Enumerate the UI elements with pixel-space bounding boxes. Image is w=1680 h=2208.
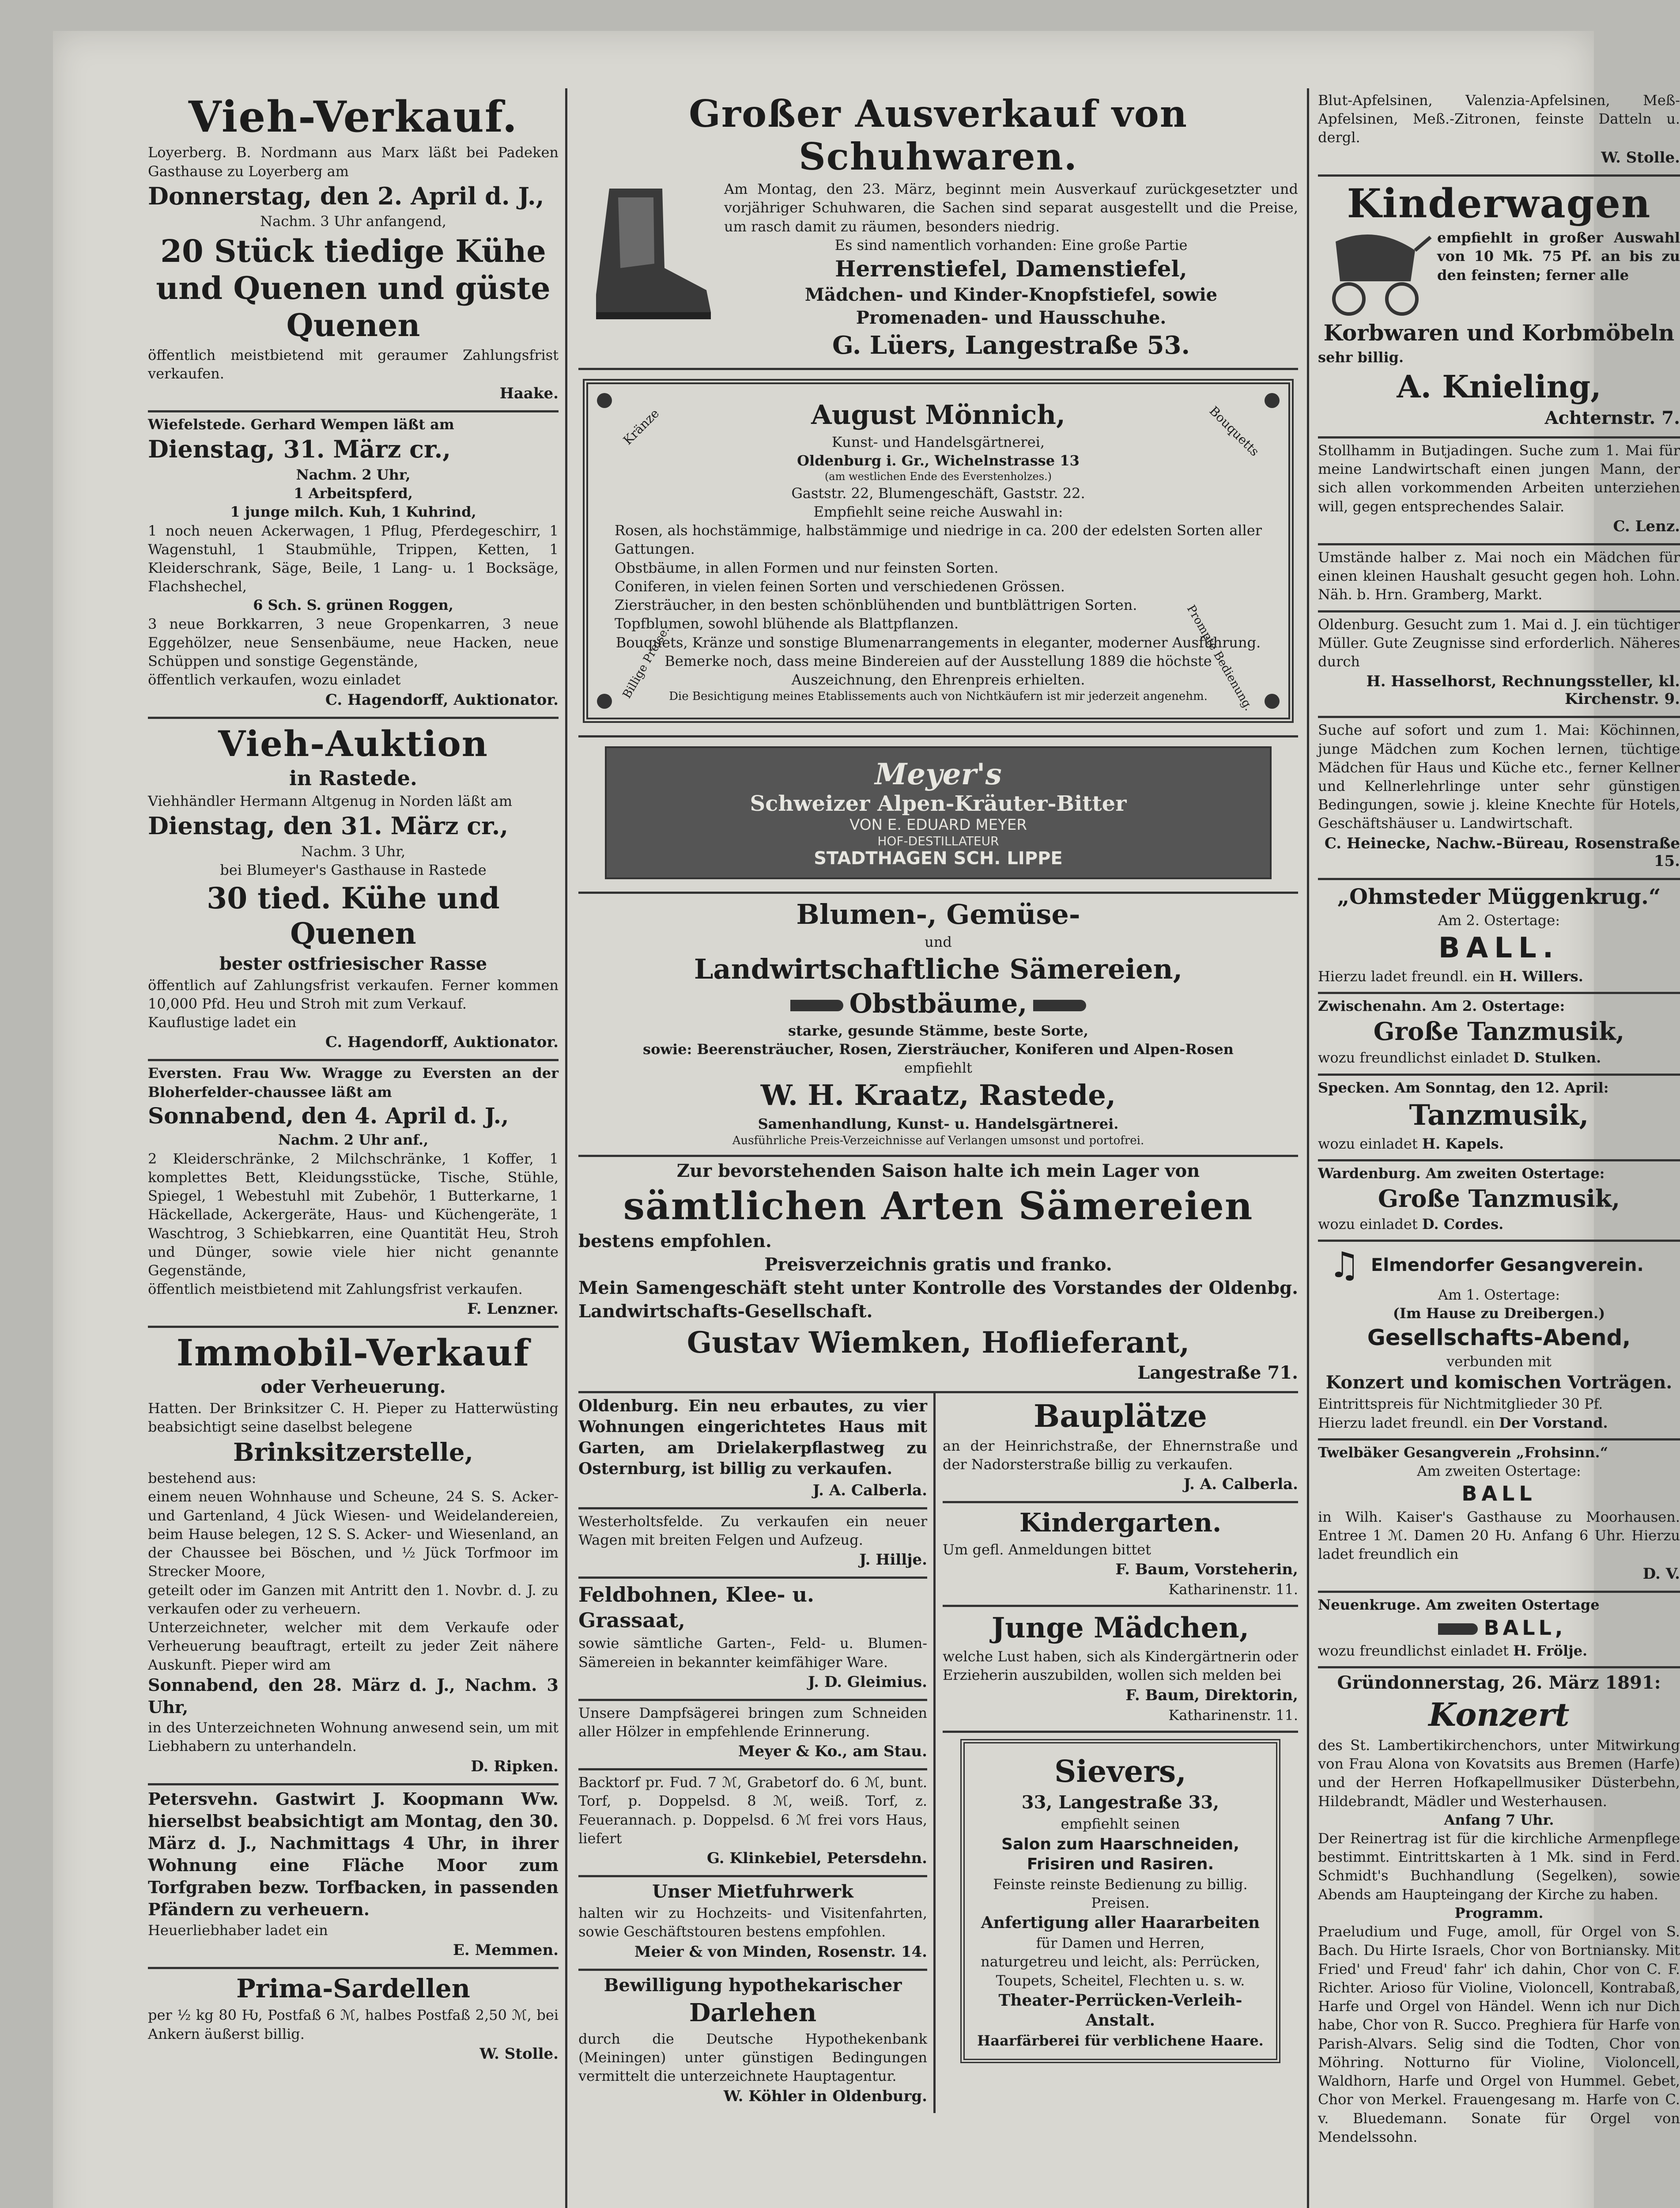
ad-text: Theater-Perrücken-Verleih-Anstalt.	[998, 1991, 1242, 2030]
ad-signature: C. Lenz.	[1613, 517, 1680, 535]
ad-signature: J. Hillje.	[859, 1551, 927, 1569]
ad-signature: C. Heinecke, Nachw.-Büreau, Rosenstraße 15.	[1324, 834, 1680, 870]
banner-line: VON E. EDUARD MEYER	[849, 816, 1027, 834]
ad-text: Wardenburg. Am zweiten Ostertage:	[1318, 1164, 1605, 1182]
ad-signature: J. A. Calberla.	[812, 1481, 927, 1499]
ad-title: Bewilligung hypothekarischer	[604, 1974, 902, 1996]
ad-title: Kindergarten.	[1019, 1508, 1222, 1538]
ad-text: Zur bevorstehenden Saison halte ich mein Lager von	[676, 1160, 1200, 1181]
ad-text: Wiefelstede. Gerhard Wempen läßt am	[148, 416, 454, 433]
ad-date: Sonnabend, den 4. April d. J.,	[148, 1102, 509, 1129]
ad-signature: Haake.	[499, 385, 559, 403]
ad-elmendorfer	[1318, 1242, 1680, 1440]
ad-text: bestens empfohlen.	[578, 1231, 772, 1252]
ad-signature: G. Klinkebiel, Petersdehn.	[706, 1849, 927, 1868]
ad-twelbaeker	[1318, 1440, 1680, 1593]
corner-label: Bouquetts	[1206, 403, 1262, 459]
ad-text: Der Reinertrag ist für die kirchliche Armenpflege bestimmt. Eintrittskarten à 1 Mk. sind in Ferd. Schmidt's Buchhandlung (Segelken), sowie Abends am Haupteingang der Kirche zu haben.	[1318, 1830, 1680, 1903]
corner-label: Billige Preise.	[620, 624, 672, 701]
ad-text: empfiehlt seinen	[1061, 1815, 1180, 1833]
ad-signature: C. Hagendorff, Auktionator.	[325, 691, 559, 709]
ad-text: öffentlich meistbietend mit geraumer Zahlungsfrist verkaufen.	[148, 346, 559, 382]
ad-title: August Mönnich,	[811, 399, 1065, 431]
ad-address: 33, Langestraße 33,	[1021, 1792, 1219, 1813]
ad-signature: W. H. Kraatz, Rastede,	[760, 1079, 1116, 1112]
ad-kinderwagen	[1318, 177, 1680, 439]
ad-signature: J. D. Gleimius.	[808, 1673, 927, 1691]
ad-headline: Tanzmusik,	[1409, 1098, 1589, 1132]
ad-time: Nachm. 3 Uhr anfangend,	[260, 213, 446, 230]
ad-sievers	[960, 1739, 1280, 2063]
ad-signature: D. Cordes.	[1422, 1215, 1504, 1233]
ad-headline: Brinksitzerstelle,	[233, 1438, 473, 1467]
ad-text: an der Heinrichstraße, der Ehnernstraße und der Nadorsterstraße billig zu verkaufen.	[943, 1437, 1298, 1473]
ad-text: des St. Lambertikirchenchors, unter Mitwirkung von Frau Alona von Kovatsits aus Bremen (Harfe) und der Herren Hofkapellmusiker Düsterbehn, Hildebrandt, Mädler und Westerhausen.	[1318, 1736, 1680, 1810]
ad-text: Suche auf sofort und zum 1. Mai: Köchinnen, junge Mädchen zum Kochen lernen, tüchtige Mädchen für Haus und Küche etc., ferner Kellner und Kellnerlehrlinge unter sehr günstigen Bedingungen, sowie j. kleine Knechte für Hotels, Geschäftshäuser u. Landwirtschaft.	[1318, 722, 1680, 832]
ad-signature: W. Köhler in Oldenburg.	[723, 2087, 927, 2105]
ad-heinecke	[1318, 718, 1680, 880]
ad-text: Es sind namentlich vorhanden: Eine große Partie	[834, 236, 1188, 253]
pram-illustration	[1318, 228, 1437, 318]
ad-text: Petersvehn. Gastwirt J. Koopmann Ww. hierselbst beabsichtigt am Montag, den 30. März d. J., Nachmittags 4 Uhr, in ihrer Wohnung eine Fläche Moor zum Torfgraben bezw. Torfbacken, in passenden Pfändern zu verheuern.	[148, 1788, 559, 1920]
ornament-dot	[597, 393, 612, 408]
ad-subtitle: Am 2. Ostertage:	[1438, 911, 1560, 929]
ad-text: Anfertigung aller Haararbeiten	[981, 1913, 1260, 1932]
newspaper-page	[53, 31, 1680, 2208]
ornament-dot	[1265, 393, 1280, 408]
ad-text: Unterzeichneter, welcher mit dem Verkaufe oder Verheuerung beauftragt, erteilt zu jeder Zeit nähere Auskunft. Pieper wird am	[148, 1619, 559, 1673]
ad-signature: D. Ripken.	[471, 1757, 559, 1775]
ad-subtitle: in Rastede.	[289, 766, 417, 790]
ad-text: geteilt oder im Ganzen mit Antritt den 1. Novbr. d. J. zu verkaufen oder zu verheuern.	[148, 1581, 559, 1617]
column-1	[148, 88, 559, 2071]
ad-title: Vieh-Verkauf.	[188, 92, 518, 142]
ad-text: Heuerliebhaber ladet ein	[148, 1921, 328, 1939]
ad-text: Bemerke noch, dass meine Bindereien auf der Ausstellung 1889 die höchste Auszeichnung, den Ehrenpreis erhielten.	[664, 652, 1212, 688]
ad-headline: Gesellschafts-Abend,	[1367, 1324, 1631, 1350]
ad-date: Dienstag, den 31. März cr.,	[148, 812, 509, 840]
ad-title: Unser Mietfuhrwerk	[652, 1881, 853, 1902]
ad-subtitle: bester ostfriesischer Rasse	[219, 953, 487, 974]
ad-headline: Große Tanzmusik,	[1373, 1017, 1625, 1047]
ad-westerholtsfelde	[578, 1509, 927, 1579]
ad-date: Donnerstag, den 2. April d. J.,	[148, 181, 544, 210]
ad-subtitle: oder Verheuerung.	[260, 1376, 446, 1397]
ad-feldbohnen	[578, 1579, 927, 1701]
ad-umstaende	[1318, 545, 1680, 612]
ad-signature: W. Stolle.	[1601, 148, 1680, 166]
ad-title: Bauplätze	[1034, 1397, 1207, 1434]
ad-headline: BALL.	[1438, 931, 1560, 964]
ad-headline: 30 tied. Kühe und Quenen	[207, 881, 500, 951]
ad-text: Coniferen, in vielen feinen Sorten und verschiedenen Grössen.	[615, 578, 1065, 595]
ad-text: Oldenburg. Gesucht zum 1. Mai d. J. ein tüchtiger Müller. Gute Zeugnisse sind erforderlich. Näheres durch	[1318, 616, 1680, 670]
ad-text: Topfblumen, sowohl blühende als Blattpflanzen.	[615, 615, 959, 632]
ad-title: Twelbäker Gesangverein „Frohsinn.“	[1318, 1444, 1608, 1461]
ad-item: Herrenstiefel, Damenstiefel,	[835, 256, 1187, 282]
ad-konzert	[1318, 1668, 1680, 2152]
ad-headline: sämtlichen Arten Sämereien	[623, 1183, 1253, 1229]
pointing-hand-icon	[1033, 1000, 1086, 1011]
ad-text: in Wilh. Kaiser's Gasthause zu Moorhausen. Entree 1 ℳ. Damen 20 Ƕ. Anfang 6 Uhr. Hierzu ladet freundlich ein	[1318, 1508, 1680, 1563]
ad-subtitle: Am 1. Ostertage:	[1438, 1286, 1560, 1304]
ad-headline: Konzert und komischen Vorträgen.	[1325, 1372, 1672, 1393]
bitter-banner	[605, 746, 1272, 879]
ad-signature: F. Baum, Vorsteherin,	[1115, 1561, 1298, 1579]
ad-text: Haarfärberei für verblichene Haare.	[977, 2032, 1264, 2049]
ad-vieh-auktion	[148, 719, 559, 1062]
ad-text: verbunden mit	[1446, 1353, 1552, 1370]
banner-line: STADTHAGEN SCH. LIPPE	[814, 848, 1063, 869]
small-ads-right	[936, 1393, 1298, 2113]
ad-text: Blut-Apfelsinen, Valenzia-Apfelsinen, Meß-Apfelsinen, Meß.-Zitronen, feinste Datteln u. dergl.	[1318, 92, 1680, 146]
ad-text: Hierzu ladet freundl. ein	[1318, 968, 1495, 985]
ad-text: wozu einladet	[1318, 1135, 1418, 1152]
ad-headline: 20 Stück tiedige Kühe und Quenen und güste Quenen	[156, 232, 551, 344]
ad-wiemken	[578, 1157, 1298, 1393]
ad-text: welche Lust haben, sich als Kindergärtnerin oder Erzieherin auszubilden, wollen sich melden bei	[943, 1648, 1298, 1684]
ad-title: Blumen-, Gemüse-	[796, 898, 1080, 930]
ad-text: bestehend aus:	[148, 1470, 257, 1487]
ad-text: sehr billig.	[1318, 348, 1404, 366]
ad-headline: Große Tanzmusik,	[1378, 1184, 1620, 1213]
ad-schuhwaren	[578, 88, 1298, 370]
ornament-dot	[597, 694, 612, 709]
ad-text: Hierzu ladet freundl. ein	[1318, 1414, 1495, 1431]
ad-title: Feldbohnen, Klee- u. Grassaat,	[578, 1583, 815, 1632]
ad-title: Großer Ausverkauf von Schuhwaren.	[689, 92, 1188, 178]
ad-text: und	[925, 934, 952, 951]
ad-signature: H. Kapels.	[1422, 1135, 1504, 1152]
ad-time: Anfang 7 Uhr.	[1444, 1811, 1554, 1828]
ad-address: Katharinenstr. 11.	[1168, 1706, 1298, 1724]
ad-item: 1 junge milch. Kuh, 1 Kuhrind,	[230, 503, 476, 521]
ad-zwischenahn	[1318, 994, 1680, 1076]
ad-subtitle: Programm.	[1454, 1904, 1544, 1921]
ad-text: empfiehlt in großer Auswahl von 10 Mk. 75 Pf. an bis zu den feinsten; ferner alle	[1437, 229, 1680, 284]
ad-signature: Meier & von Minden, Rosenstr. 14.	[634, 1943, 927, 1961]
ad-text: per ½ kg 80 Ƕ, Postfaß 6 ℳ, halbes Postfaß 2,50 ℳ, bei Ankern äußerst billig.	[148, 2007, 559, 2042]
ad-wardenburg	[1318, 1161, 1680, 1242]
ad-signature: F. Baum, Direktorin,	[1125, 1686, 1298, 1704]
ad-text: Westerholtsfelde. Zu verkaufen ein neuer Wagen mit breiten Felgen und Aufzeug.	[578, 1512, 927, 1549]
ad-text: wozu freundlichst einladet	[1318, 1049, 1509, 1066]
corner-label: Kränze	[620, 405, 662, 448]
ad-text: 2 Kleiderschränke, 2 Milchschränke, 1 Koffer, 1 komplettes Bett, Kleidungsstücke, Tische, Stühle, Spiegel, 1 Webestuhl mit Zubehör, 1 Butterkarne, 1 Häckellade, Ackergeräte, Haus- und Küchengeräte, 1 Waschtrog, 3 Schiebkarren, eine Quantität Heu, Stroh und Dünger, sowie viele hier nicht genannte Gegenstände,	[148, 1150, 559, 1279]
banner-line: Meyer's	[875, 756, 1002, 791]
ad-title: Obstbäume,	[849, 988, 1027, 1019]
ad-title: Landwirtschaftliche Sämereien,	[694, 953, 1183, 986]
ad-mueller	[1318, 612, 1680, 718]
ad-text: wozu freundlichst einladet	[1318, 1642, 1509, 1660]
ad-text: 3 neue Borkkarren, 3 neue Gropenkarren, 3 neue Eggehölzer, neue Sensenbäume, neue Hacken, neue Schüppen und sonstige Gegenstände,	[148, 615, 559, 670]
ad-signature: H. Hasselhorst, Rechnungssteller, kl. Kirchenstr. 9.	[1366, 673, 1680, 708]
ad-text: Eversten. Frau Ww. Wragge zu Eversten an der Bloherfelder-chaussee läßt am	[148, 1065, 559, 1100]
ad-signature: W. Stolle.	[479, 2045, 559, 2063]
ad-neuenkruge	[1318, 1593, 1680, 1668]
ad-title: Konzert	[1428, 1696, 1570, 1734]
ad-text: öffentlich auf Zahlungsfrist verkaufen. Ferner kommen 10,000 Pfd. Heu und Stroh mit zum Verkauf.	[148, 976, 559, 1012]
ad-eversten	[148, 1061, 559, 1328]
ad-subtitle: Am zweiten Ostertage:	[1417, 1463, 1581, 1480]
ad-title: Junge Mädchen,	[991, 1611, 1250, 1645]
ad-signature: E. Memmen.	[453, 1941, 559, 1959]
ad-stolle-fruechte	[1318, 88, 1680, 177]
ad-item: 1 Arbeitspferd,	[294, 485, 413, 502]
corner-label: Prompte Bedienung.	[1184, 602, 1256, 713]
ad-text: wozu einladet	[1318, 1215, 1418, 1233]
ad-junge-maedchen	[943, 1607, 1298, 1733]
ad-date: Dienstag, 31. März cr.,	[148, 435, 451, 464]
ad-text: Stollhamm in Butjadingen. Suche zum 1. Mai für meine Landwirtschaft einen jungen Mann, der sich allen vorkommenden Arbeiten unterziehen will, gegen entsprechendes Salair.	[1318, 442, 1680, 515]
ad-signature: H. Willers.	[1499, 968, 1583, 985]
banner-line: Schweizer Alpen-Kräuter-Bitter	[750, 791, 1127, 816]
ad-signature: Meyer & Ko., am Stau.	[738, 1743, 927, 1761]
ad-text: in des Unterzeichneten Wohnung anwesend sein, um mit Liebhabern zu unterhandeln.	[148, 1719, 559, 1755]
ad-signature: J. A. Calberla.	[1183, 1475, 1298, 1493]
ad-text: Umstände halber z. Mai noch ein Mädchen für einen kleinen Haushalt gesucht gegen hoh. Lohn. Näh. b. Hrn. Gramberg, Markt.	[1318, 548, 1680, 603]
ad-text: Kauflustige ladet ein	[148, 1014, 297, 1031]
ad-specken	[1318, 1076, 1680, 1161]
ad-text: Empfiehlt seine reiche Auswahl in:	[813, 503, 1063, 520]
ad-item: Promenaden- und Hausschuhe.	[856, 307, 1167, 328]
boot-illustration	[578, 180, 724, 361]
ad-headline: Darlehen	[689, 1998, 817, 2027]
lyre-emblem-icon: ♫	[1329, 1244, 1360, 1286]
ad-stollhamm	[1318, 439, 1680, 545]
ad-time: Nachm. 2 Uhr anf.,	[278, 1131, 429, 1149]
ad-text: Rosen, als hochstämmige, halbstämmige und niedrige in ca. 200 der edelsten Sorten aller Gattungen.	[615, 522, 1262, 558]
ad-text: Ausführliche Preis-Verzeichnisse auf Verlangen umsonst und portofrei.	[732, 1134, 1144, 1148]
ad-time: Nachm. 3 Uhr,	[301, 843, 406, 860]
ad-text: Loyerberg. B. Nordmann aus Marx läßt bei Padeken Gasthause zu Loyerberg am	[148, 144, 559, 180]
ad-signature: H. Frölje.	[1513, 1642, 1588, 1660]
ad-text: Um gefl. Anmeldungen bittet	[943, 1541, 1151, 1558]
ad-text: sowie sämtliche Garten-, Feld- u. Blumen-Sämereien in bekannter keimfähiger Ware.	[578, 1635, 927, 1671]
ad-title: „Ohmsteder Müggenkrug.“	[1337, 884, 1661, 909]
ornamental-frame	[583, 379, 1294, 723]
ad-signature: C. Hagendorff, Auktionator.	[325, 1033, 559, 1051]
ad-text: halten wir zu Hochzeits- und Visitenfahrten, sowie Geschäftstouren bestens empfohlen.	[578, 1905, 927, 1940]
ad-sardellen	[148, 1969, 559, 2071]
ad-text: öffentlich verkaufen, wozu einladet	[148, 671, 401, 688]
ad-subtitle: (am westlichen Ende des Everstenholzes.)	[824, 470, 1052, 483]
column-3	[1318, 88, 1680, 2152]
ad-backtorf	[578, 1770, 927, 1877]
ad-text: Oldenburg. Ein neu erbautes, zu vier Wohnungen eingerichtetes Haus mit Garten, am Drielakerpflastweg zu Osternburg, ist billig zu verkaufen.	[578, 1396, 927, 1478]
ad-title: Sievers,	[1054, 1754, 1186, 1789]
ad-text: bei Blumeyer's Gasthause in Rastede	[220, 862, 487, 879]
ad-vieh-verkauf	[148, 88, 559, 412]
ad-kraatz	[578, 894, 1298, 1157]
ad-subtitle: Kunst- und Handelsgärtnerei,	[831, 433, 1045, 450]
ad-headline: Salon zum Haarschneiden, Frisiren und Rasiren.	[1001, 1835, 1239, 1873]
ad-title: Kinderwagen	[1347, 180, 1651, 227]
ad-wiefelstede	[148, 412, 559, 719]
ad-ohmsteder	[1318, 880, 1680, 994]
ad-address: Katharinenstr. 11.	[1168, 1581, 1298, 1598]
column-rule	[1307, 88, 1309, 2208]
ad-title: Prima-Sardellen	[236, 1973, 470, 2004]
ad-signature: Der Vorstand.	[1499, 1414, 1608, 1431]
pointing-hand-icon	[790, 1000, 843, 1011]
ad-item: Mädchen- und Kinder-Knopfstiefel, sowie	[804, 284, 1218, 305]
ad-address: Achternstr. 7.	[1544, 407, 1680, 428]
ad-signature: F. Lenzner.	[467, 1300, 559, 1318]
ad-text: öffentlich meistbietend mit Zahlungsfrist verkaufen.	[148, 1281, 523, 1298]
ad-subtitle: (Im Hause zu Dreibergen.)	[1393, 1305, 1605, 1322]
ad-signature: D. Stulken.	[1513, 1049, 1601, 1066]
pointing-hand-icon	[1438, 1623, 1478, 1635]
ad-text: Viehhändler Hermann Altgenug in Norden läßt am	[148, 793, 513, 810]
ad-text: Mein Samengeschäft steht unter Kontrolle des Vorstandes der Oldenbg. Landwirtschafts-Gesellschaft.	[578, 1278, 1298, 1322]
ad-mietfuhrwerk	[578, 1877, 927, 1970]
ad-text: sowie: Beerensträucher, Rosen, Ziersträucher, Koniferen und Alpen-Rosen	[643, 1040, 1234, 1058]
ad-subtitle: Oldenburg i. Gr., Wichelnstrasse 13	[797, 452, 1080, 469]
ad-text: einem neuen Wohnhause und Scheune, 24 S. S. Acker- und Gartenland, 4 Jück Wiesen- und Weidelandereien, beim Hause belegen, 12 S. S. Acker- und Wiesenland, an der Chaussee bei Böschen, und ½ Jück Torfmoor im Strecker Moore,	[148, 1488, 559, 1580]
ad-signature: G. Lüers, Langestraße 53.	[832, 330, 1190, 360]
ad-signature: D. V.	[1642, 1565, 1680, 1583]
ad-bauplaetze	[943, 1393, 1298, 1503]
ad-headline: BALL	[1461, 1482, 1537, 1506]
ad-text: Ziersträucher, in den besten schönblühenden und buntblättrigen Sorten.	[615, 597, 1137, 614]
ad-text: Specken. Am Sonntag, den 12. April:	[1318, 1079, 1609, 1096]
ad-date: Sonnabend, den 28. März d. J., Nachm. 3 Uhr,	[148, 1675, 559, 1717]
ad-subtitle: Gaststr. 22, Blumengeschäft, Gaststr. 22.	[791, 484, 1085, 502]
ad-date: Gründonnerstag, 26. März 1891:	[1337, 1672, 1661, 1694]
ad-text: Am Montag, den 23. März, beginnt mein Ausverkauf zurückgesetzter und vorjähriger Schuhwaren, die Sachen sind separat ausgestellt und die Preise, um rasch damit zu räumen, besonders niedrig.	[724, 181, 1298, 235]
ad-darlehen	[578, 1971, 927, 2113]
ad-oldenburg-haus	[578, 1393, 927, 1509]
ad-petersvehn	[148, 1785, 559, 1969]
ad-signature: Gustav Wiemken, Hoflieferant,	[687, 1325, 1190, 1360]
ad-text: Feinste reinste Bedienung zu billig. Preisen.	[993, 1875, 1248, 1911]
ad-text: Neuenkruge. Am zweiten Ostertage	[1318, 1596, 1600, 1614]
ad-immobil	[148, 1328, 559, 1785]
ad-text: Bouquets, Kränze und sonstige Blumenarrangements in eleganter, moderner Ausführung.	[615, 634, 1261, 651]
ad-text: für Damen und Herren,	[1036, 1935, 1205, 1952]
ad-text: Preisverzeichnis gratis und franko.	[764, 1254, 1112, 1275]
ornament-dot	[1265, 694, 1280, 709]
ad-signature: A. Knieling,	[1397, 368, 1601, 405]
ad-moennich	[578, 370, 1298, 737]
ad-text: Zwischenahn. Am 2. Ostertage:	[1318, 997, 1565, 1014]
ad-text: Hatten. Der Brinksitzer C. H. Pieper zu Hatterwüsting beabsichtigt seine daselbst belegene	[148, 1399, 559, 1435]
ad-text: starke, gesunde Stämme, beste Sorte,	[788, 1022, 1088, 1039]
ad-title: Vieh-Auktion	[218, 722, 488, 764]
ad-address: Langestraße 71.	[1137, 1362, 1298, 1383]
ad-text: Die Besichtigung meines Etablissements auch von Nichtkäufern ist mir jederzeit angenehm.	[669, 690, 1208, 703]
ad-text: Praeludium und Fuge, amoll, für Orgel von S. Bach. Du Hirte Israels, Chor von Bortniansky. Mit Fried' und Freud' fahr' ich dahin, Chor von C. F. Richter. Arioso für Violine, Violoncell, Kontrabaß, Harfe und Orgel von Händel. Wenn ich nur Dich habe, Chor von R. Succo. Preghiera für Harfe von Parish-Alvars. Selig sind die Todten, Chor von Möhring. Notturno für Violine, Violoncell, Waldhorn, Harfe und Orgel von Hummel. Gebet, Chor von Merkel. Frauengesang m. Harfe von C. v. Bluedemann. Sonate für Orgel von Mendelssohn.	[1318, 1923, 1680, 2145]
ad-text: Backtorf pr. Fud. 7 ℳ, Grabetorf do. 6 ℳ, bunt. Torf, p. Doppelsd. 8 ℳ, weiß. Torf, z. Feuerannach. p. Doppelsd. 6 ℳ frei vors Haus, liefert	[578, 1774, 927, 1847]
ad-text: Samenhandlung, Kunst- u. Handelsgärtnerei.	[758, 1115, 1119, 1133]
ad-text: naturgetreu und leicht, als: Perrücken, Toupets, Scheitel, Flechten u. s. w.	[981, 1953, 1260, 1989]
small-ads-left	[578, 1393, 936, 2113]
ad-title: Immobil-Verkauf	[176, 1332, 530, 1375]
ad-text: Unsere Dampfsägerei bringen zum Schneiden aller Hölzer in empfehlende Erinnerung.	[578, 1704, 927, 1740]
ad-kindergarten	[943, 1503, 1298, 1607]
ad-text: 1 noch neuen Ackerwagen, 1 Pflug, Pferdegeschirr, 1 Wagenstuhl, 1 Staubmühle, Trippen, Ketten, 1 Kleiderschrank, Säge, Beile, 1 Lang- u. 1 Bocksäge, Flachshechel,	[148, 522, 559, 595]
column-rule	[565, 88, 567, 2208]
ad-headline: Korbwaren und Korbmöbeln	[1323, 320, 1675, 346]
ad-item: 6 Sch. S. grünen Roggen,	[253, 597, 453, 614]
column-2	[578, 88, 1298, 2113]
banner-line: HOF-DESTILLATEUR	[877, 833, 999, 848]
ad-meyers-bitter	[578, 737, 1298, 894]
ad-text: empfiehlt	[904, 1059, 972, 1077]
small-ads-area	[578, 1393, 1298, 2113]
ad-title: Elmendorfer Gesangverein.	[1371, 1255, 1644, 1275]
ad-dampfsaegerei	[578, 1701, 927, 1770]
ad-text: Obstbäume, in allen Formen und nur feinsten Sorten.	[615, 559, 999, 576]
ad-headline: BALL,	[1484, 1615, 1567, 1640]
ad-text: durch die Deutsche Hypothekenbank (Meiningen) unter günstigen Bedingungen vermittelt die unterzeichnete Hauptagentur.	[578, 2030, 927, 2085]
ad-text: Eintrittspreis für Nichtmitglieder 30 Pf.	[1318, 1395, 1603, 1413]
ad-time: Nachm. 2 Uhr,	[296, 466, 411, 483]
